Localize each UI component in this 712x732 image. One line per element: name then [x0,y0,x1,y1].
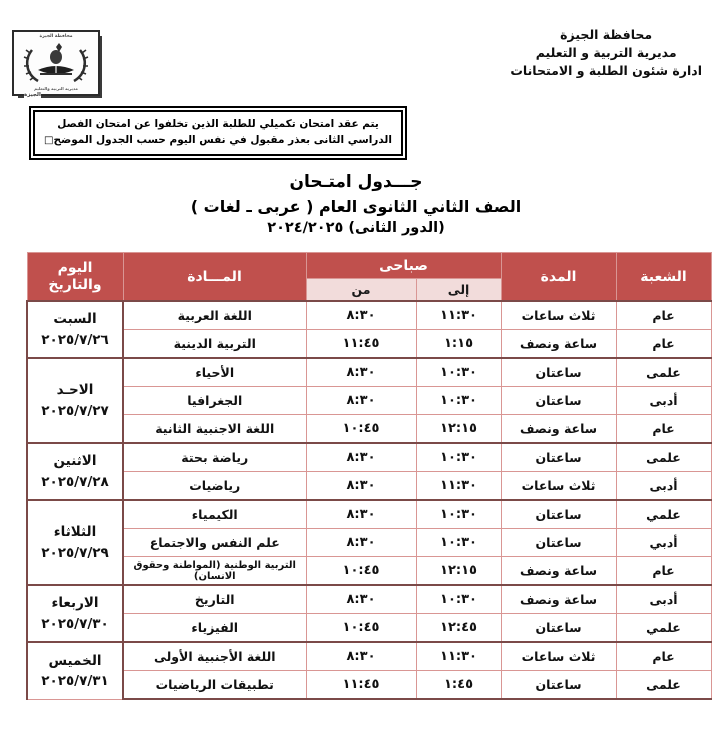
cell-time-to: ١٢:١٥ [416,415,501,444]
cell-time-from: ١٠:٤٥ [306,415,416,444]
cell-time-from: ٨:٣٠ [306,585,416,614]
cell-duration: ساعتان [501,443,616,472]
cell-time-from: ١١:٤٥ [306,330,416,359]
day-name: الخميس [48,652,102,669]
cell-day-date [27,642,123,699]
cell-time-to: ١:٤٥ [416,671,501,700]
cell-time-from: ١١:٤٥ [306,671,416,700]
day-name: الاربعاء [51,595,99,612]
cell-duration: ساعتان [501,529,616,557]
cell-time-to: ١٠:٣٠ [416,387,501,415]
cell-time-from: ٨:٣٠ [306,301,416,330]
table-row [27,557,711,586]
letterhead-line-3: ادارة شئون الطلبة و الامتحانات [510,63,702,79]
table-header [27,253,711,302]
cell-subject: رياضة بحتة [123,443,306,472]
table-row [27,358,711,387]
day-name: الاثنين [53,453,97,470]
header-row-main [27,253,711,279]
cell-section: أدبي [616,529,711,557]
cell-time-from: ٨:٣٠ [306,387,416,415]
table-row [27,585,711,614]
round-title: (الدور الثانى) ٢٠٢٤/٢٠٢٥ [267,220,445,236]
grade-title: الصف الثاني الثانوى العام ( عربى ـ لغات ) [190,197,522,216]
letterhead-line-1: محافظة الجيزة [560,27,653,42]
table-row [27,415,711,444]
table-row [27,642,711,671]
logo-caption: الجيزة [24,92,41,98]
header-section: الشعبة [616,253,711,302]
cell-time-to: ١٠:٣٠ [416,443,501,472]
day-name: الاحـد [56,382,94,399]
cell-time-to: ١٢:١٥ [416,557,501,586]
title-block [0,172,712,236]
cell-time-from: ١٠:٤٥ [306,614,416,643]
cell-subject: اللغة الأجنبية الأولى [123,642,306,671]
cell-section: عام [616,557,711,586]
exam-schedule-table [26,252,712,700]
cell-section: علمى [616,671,711,700]
cell-section: عام [616,415,711,444]
cell-duration: ساعتان [501,500,616,529]
cell-section: أدبى [616,472,711,501]
notice-line-1: يتم عقد امتحان تكميلي للطلبة الذين تخلفوا عن امتحان الفصل [57,118,379,131]
cell-time-from: ٨:٣٠ [306,642,416,671]
cell-time-to: ١٠:٣٠ [416,500,501,529]
day-date: ٢٠٢٥/٧/٣١ [41,672,109,689]
header-from: من [306,279,416,302]
table-body [27,301,711,699]
cell-section: عام [616,330,711,359]
cell-section: عام [616,301,711,330]
table-row [27,614,711,643]
letterhead [510,26,702,80]
header-to: إلى [416,279,501,302]
letterhead-line-2: مديرية التربية و التعليم [535,45,677,61]
cell-section: عام [616,642,711,671]
cell-section: علمي [616,500,711,529]
cell-time-to: ١٢:٤٥ [416,614,501,643]
ministry-logo [8,30,104,104]
cell-duration: ساعتان [501,671,616,700]
page-title: جـــدول امتـحان [289,172,423,192]
header-day-line1: اليوم [57,260,93,277]
cell-time-from: ٨:٣٠ [306,500,416,529]
table-row [27,387,711,415]
cell-time-to: ١:١٥ [416,330,501,359]
notice-box [33,110,403,156]
table-row [27,529,711,557]
cell-duration: ساعتان [501,387,616,415]
cell-day-date [27,358,123,443]
logo-top-text: محافظة الجيزة [39,34,73,39]
cell-time-to: ١٠:٣٠ [416,529,501,557]
cell-duration: ثلاث ساعات [501,642,616,671]
cell-duration: ساعة ونصف [501,557,616,586]
cell-duration: ثلاث ساعات [501,301,616,330]
cell-time-from: ٨:٣٠ [306,443,416,472]
cell-subject: علم النفس والاجتماع [123,529,306,557]
table-row [27,472,711,501]
day-date: ٢٠٢٥/٧/٢٨ [41,473,109,490]
cell-section: علمي [616,614,711,643]
day-date: ٢٠٢٥/٧/٣٠ [41,615,109,632]
header-day-date [27,253,123,302]
notice-text [44,117,392,149]
cell-time-to: ١١:٣٠ [416,472,501,501]
cell-duration: ثلاث ساعات [501,472,616,501]
table-row [27,500,711,529]
notice-line-2: الدراسي الثانى بعذر مقبول في نفس اليوم حسب الجدول الموضح [53,134,392,146]
cell-subject: الأحياء [123,358,306,387]
header-subject: المـــادة [123,253,306,302]
cell-duration: ساعة ونصف [501,330,616,359]
cell-duration: ساعة ونصف [501,415,616,444]
cell-subject: اللغة الاجنبية الثانية [123,415,306,444]
logo-frame [12,30,100,96]
cell-day-date [27,500,123,585]
cell-section: علمى [616,358,711,387]
logo-emblem-icon [22,40,90,86]
table-row [27,330,711,359]
cell-subject: رياضيات [123,472,306,501]
cell-time-from: ٨:٣٠ [306,358,416,387]
day-name: الثلاثاء [53,524,97,541]
logo-bottom-text: مديرية التربية والتعليم [34,86,78,91]
cell-time-to: ١٠:٣٠ [416,358,501,387]
cell-day-date [27,301,123,358]
cell-duration: ساعة ونصف [501,585,616,614]
table-row [27,671,711,700]
table-row [27,443,711,472]
cell-time-from: ١٠:٤٥ [306,557,416,586]
cell-duration: ساعتان [501,614,616,643]
cell-time-to: ١١:٣٠ [416,642,501,671]
cell-section: علمى [616,443,711,472]
cell-subject: التاريخ [123,585,306,614]
header-morning: صباحى [306,253,501,279]
cell-time-to: ١٠:٣٠ [416,585,501,614]
cell-time-from: ٨:٣٠ [306,472,416,501]
header-day-line2: والتاريخ [48,276,102,293]
cell-time-from: ٨:٣٠ [306,529,416,557]
cell-section: أدبى [616,387,711,415]
cell-subject: الجغرافيا [123,387,306,415]
cell-time-to: ١١:٣٠ [416,301,501,330]
table-row [27,301,711,330]
cell-day-date [27,443,123,500]
day-date: ٢٠٢٥/٧/٢٦ [41,331,109,348]
day-date: ٢٠٢٥/٧/٢٩ [41,544,109,561]
day-name: السبت [53,311,97,328]
cell-subject: تطبيقات الرياضيات [123,671,306,700]
cell-day-date [27,585,123,642]
notice-square-glyph: □ [44,135,54,146]
cell-subject: الكيمياء [123,500,306,529]
cell-subject: التربية الدينية [123,330,306,359]
header-duration: المدة [501,253,616,302]
day-date: ٢٠٢٥/٧/٢٧ [41,402,109,419]
cell-subject: اللغة العربية [123,301,306,330]
cell-subject: الفيزياء [123,614,306,643]
cell-section: أدبى [616,585,711,614]
cell-duration: ساعتان [501,358,616,387]
cell-subject: التربية الوطنية (المواطنة وحقوق الانسان) [123,557,306,586]
